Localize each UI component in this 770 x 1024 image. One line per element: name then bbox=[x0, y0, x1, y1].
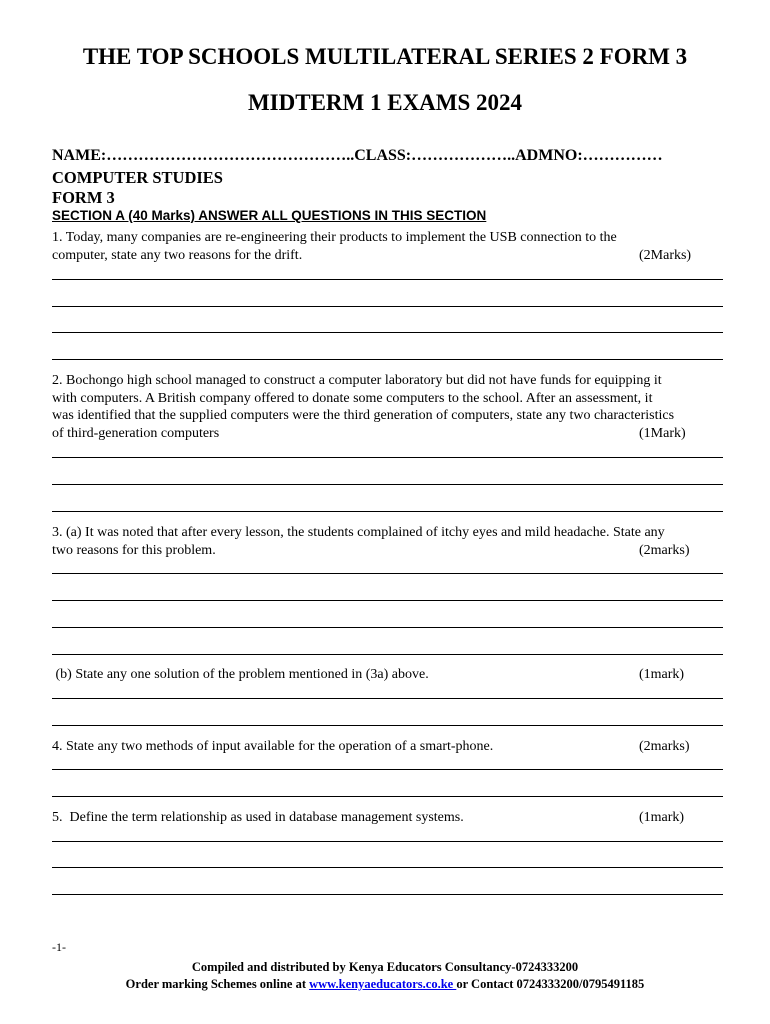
answer-line[interactable] bbox=[52, 279, 723, 280]
exam-subtitle: MIDTERM 1 EXAMS 2024 bbox=[247, 90, 523, 115]
answer-line[interactable] bbox=[52, 306, 723, 307]
exam-title: THE TOP SCHOOLS MULTILATERAL SERIES 2 FORM 3 bbox=[82, 44, 688, 69]
question-text: 4. State any two methods of input available for the operation of a smart-phone. bbox=[52, 739, 494, 754]
question-3a bbox=[52, 524, 724, 559]
answer-line[interactable] bbox=[52, 698, 723, 699]
marks-label: (2Marks) bbox=[639, 247, 692, 263]
answer-line[interactable] bbox=[52, 484, 723, 485]
answer-line[interactable] bbox=[52, 332, 723, 333]
marks-label: (2marks) bbox=[639, 739, 690, 754]
footer-prefix: Order marking Schemes online at bbox=[125, 977, 310, 991]
question-text: was identified that the supplied computers were the third generation of computers, state any two characteristics bbox=[52, 408, 675, 423]
question-text: two reasons for this problem. bbox=[52, 542, 216, 558]
question-3b bbox=[52, 666, 724, 684]
question-text: computer, state any two reasons for the drift. bbox=[52, 247, 303, 263]
marks-label: (2marks) bbox=[639, 542, 690, 558]
question-text: 5. Define the term relationship as used in database management systems. bbox=[52, 810, 464, 825]
subject-label: COMPUTER STUDIES bbox=[52, 168, 223, 187]
answer-line[interactable] bbox=[52, 894, 723, 895]
question-text: of third-generation computers bbox=[52, 425, 220, 441]
marks-label: (1Mark) bbox=[639, 425, 686, 441]
answer-line[interactable] bbox=[52, 867, 723, 868]
answer-line[interactable] bbox=[52, 573, 723, 574]
answer-line[interactable] bbox=[52, 654, 723, 655]
website-link[interactable]: www.kenyaeducators.co.ke bbox=[309, 977, 457, 991]
footer-order-line bbox=[0, 977, 770, 992]
question-text: with computers. A British company offered to donate some computers to the school. After an assessment, it bbox=[52, 390, 653, 406]
section-heading: SECTION A (40 Marks) ANSWER ALL QUESTIONS IN THIS SECTION bbox=[52, 208, 487, 223]
question-1 bbox=[52, 229, 724, 264]
answer-line[interactable] bbox=[52, 769, 723, 770]
answer-line[interactable] bbox=[52, 511, 723, 512]
answer-line[interactable] bbox=[52, 600, 723, 601]
name-class-admno-line: NAME:………………………………………..CLASS:………………..ADMNO:…………… bbox=[52, 147, 663, 164]
answer-line[interactable] bbox=[52, 725, 723, 726]
answer-line[interactable] bbox=[52, 841, 723, 842]
question-4 bbox=[52, 738, 724, 756]
answer-line[interactable] bbox=[52, 359, 723, 360]
form-label: FORM 3 bbox=[52, 188, 115, 207]
page-number: -1- bbox=[52, 940, 66, 954]
question-text: 1. Today, many companies are re-engineering their products to implement the USB connection to the bbox=[52, 230, 617, 245]
question-text: (b) State any one solution of the problem mentioned in (3a) above. bbox=[52, 667, 429, 682]
marks-label: (1mark) bbox=[639, 667, 685, 682]
question-text: 2. Bochongo high school managed to construct a computer laboratory but did not have funds for equipping it bbox=[52, 373, 662, 388]
question-text: 3. (a) It was noted that after every lesson, the students complained of itchy eyes and mild headache. State any bbox=[52, 525, 665, 540]
question-2 bbox=[52, 372, 724, 442]
marks-label: (1mark) bbox=[639, 810, 685, 825]
footer-credit: Compiled and distributed by Kenya Educators Consultancy-0724333200 bbox=[191, 960, 579, 974]
answer-line[interactable] bbox=[52, 627, 723, 628]
question-5 bbox=[52, 809, 724, 827]
answer-line[interactable] bbox=[52, 457, 723, 458]
footer-contact: or Contact 0724333200/0795491185 bbox=[456, 977, 645, 991]
answer-line[interactable] bbox=[52, 796, 723, 797]
